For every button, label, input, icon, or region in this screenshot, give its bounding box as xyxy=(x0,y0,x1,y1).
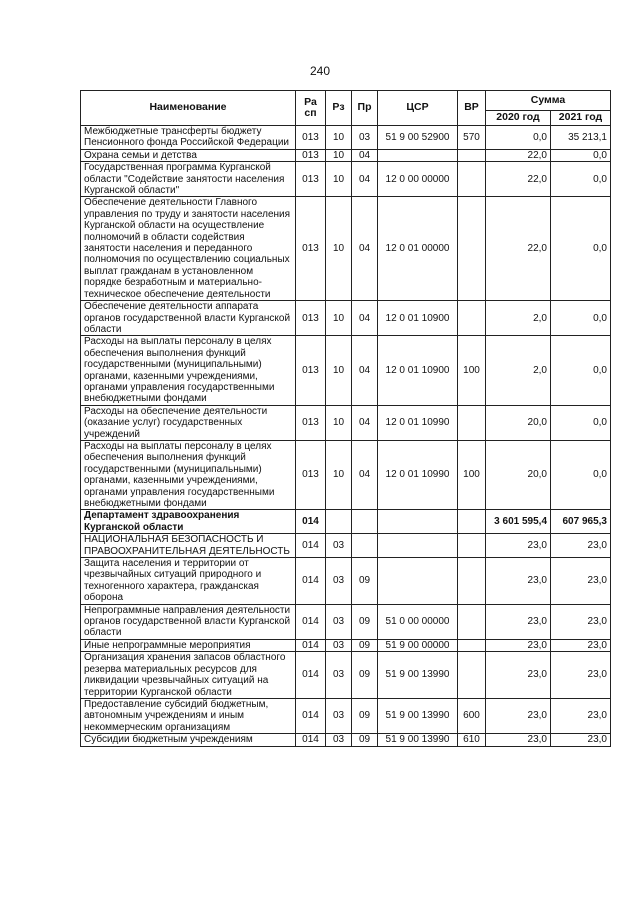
table-row xyxy=(81,734,611,746)
cell-vr: 100 xyxy=(458,440,486,509)
table-row xyxy=(81,336,611,405)
cell-rasp: 013 xyxy=(296,301,326,336)
cell-pr xyxy=(352,534,378,558)
cell-csr xyxy=(378,149,458,161)
cell-vr xyxy=(458,510,486,534)
cell-s2021: 0,0 xyxy=(551,162,611,197)
cell-name: Межбюджетные трансферты бюджету Пенсионного фонда Российской Федерации xyxy=(81,126,296,150)
cell-csr: 12 0 01 10900 xyxy=(378,301,458,336)
cell-pr: 09 xyxy=(352,558,378,605)
table-row xyxy=(81,405,611,440)
cell-vr xyxy=(458,604,486,639)
cell-vr xyxy=(458,405,486,440)
cell-s2021: 0,0 xyxy=(551,440,611,509)
cell-name: Расходы на обеспечение деятельности (оказание услуг) государственных учреждений xyxy=(81,405,296,440)
cell-name: Непрограммные направления деятельности органов государственной власти Курганской области xyxy=(81,604,296,639)
cell-rasp: 014 xyxy=(296,534,326,558)
cell-pr: 09 xyxy=(352,652,378,699)
cell-s2021: 23,0 xyxy=(551,698,611,733)
cell-vr: 100 xyxy=(458,336,486,405)
header-sum: Сумма xyxy=(486,91,611,111)
cell-rasp: 013 xyxy=(296,197,326,301)
cell-vr xyxy=(458,149,486,161)
cell-vr xyxy=(458,652,486,699)
cell-s2020: 22,0 xyxy=(486,149,551,161)
table-row xyxy=(81,126,611,150)
cell-rz: 10 xyxy=(326,440,352,509)
cell-rz xyxy=(326,510,352,534)
cell-s2020: 23,0 xyxy=(486,558,551,605)
cell-rz: 03 xyxy=(326,734,352,746)
cell-rasp: 013 xyxy=(296,405,326,440)
cell-s2021: 23,0 xyxy=(551,639,611,651)
cell-csr: 51 9 00 13990 xyxy=(378,698,458,733)
cell-s2021: 0,0 xyxy=(551,197,611,301)
cell-vr xyxy=(458,162,486,197)
cell-rz: 03 xyxy=(326,652,352,699)
table-row xyxy=(81,197,611,301)
cell-vr: 570 xyxy=(458,126,486,150)
cell-vr xyxy=(458,639,486,651)
cell-s2021: 23,0 xyxy=(551,652,611,699)
cell-rasp: 014 xyxy=(296,639,326,651)
table-row xyxy=(81,440,611,509)
cell-csr: 51 0 00 00000 xyxy=(378,604,458,639)
table-header xyxy=(81,91,611,126)
table-row xyxy=(81,639,611,651)
cell-rasp: 014 xyxy=(296,510,326,534)
cell-s2020: 2,0 xyxy=(486,301,551,336)
cell-s2021: 607 965,3 xyxy=(551,510,611,534)
cell-rasp: 013 xyxy=(296,162,326,197)
cell-s2020: 22,0 xyxy=(486,162,551,197)
cell-s2020: 23,0 xyxy=(486,534,551,558)
page-number: 240 xyxy=(309,64,331,78)
cell-s2020: 23,0 xyxy=(486,698,551,733)
cell-name: Расходы на выплаты персоналу в целях обеспечения выполнения функций государственными (муниципальными) органами, казенными учреждениями, органами управления государственными внебюджетными фондами xyxy=(81,336,296,405)
cell-s2021: 23,0 xyxy=(551,734,611,746)
cell-rz: 03 xyxy=(326,639,352,651)
cell-name: Предоставление субсидий бюджетным, автономным учреждениям и иным некоммерческим организациям xyxy=(81,698,296,733)
header-rasp: Ра сп xyxy=(296,91,326,126)
cell-rasp: 014 xyxy=(296,652,326,699)
cell-s2021: 23,0 xyxy=(551,534,611,558)
cell-rz: 10 xyxy=(326,336,352,405)
cell-rz: 03 xyxy=(326,558,352,605)
cell-csr: 12 0 01 10900 xyxy=(378,336,458,405)
table-row xyxy=(81,301,611,336)
cell-name: Охрана семьи и детства xyxy=(81,149,296,161)
cell-rasp: 014 xyxy=(296,698,326,733)
cell-csr xyxy=(378,510,458,534)
cell-s2021: 23,0 xyxy=(551,558,611,605)
table-row xyxy=(81,510,611,534)
header-year-2021: 2021 год xyxy=(551,111,611,126)
cell-rz: 10 xyxy=(326,162,352,197)
cell-rasp: 014 xyxy=(296,734,326,746)
cell-s2021: 0,0 xyxy=(551,336,611,405)
cell-vr: 610 xyxy=(458,734,486,746)
table-row xyxy=(81,558,611,605)
cell-s2020: 23,0 xyxy=(486,604,551,639)
cell-vr: 600 xyxy=(458,698,486,733)
cell-s2020: 23,0 xyxy=(486,639,551,651)
cell-s2020: 20,0 xyxy=(486,405,551,440)
header-csr: ЦСР xyxy=(378,91,458,126)
cell-rasp: 013 xyxy=(296,126,326,150)
table-row xyxy=(81,652,611,699)
cell-s2021: 0,0 xyxy=(551,149,611,161)
cell-pr xyxy=(352,510,378,534)
cell-name: Иные непрограммные мероприятия xyxy=(81,639,296,651)
cell-pr: 09 xyxy=(352,604,378,639)
cell-s2020: 0,0 xyxy=(486,126,551,150)
cell-name: Защита населения и территории от чрезвычайных ситуаций природного и техногенного характера, гражданская оборона xyxy=(81,558,296,605)
cell-s2020: 3 601 595,4 xyxy=(486,510,551,534)
cell-s2020: 23,0 xyxy=(486,734,551,746)
table-row xyxy=(81,604,611,639)
cell-name: Обеспечение деятельности аппарата органов государственной власти Курганской области xyxy=(81,301,296,336)
table-row xyxy=(81,162,611,197)
cell-vr xyxy=(458,534,486,558)
header-rz: Рз xyxy=(326,91,352,126)
cell-rz: 10 xyxy=(326,301,352,336)
cell-rz: 10 xyxy=(326,405,352,440)
table-row xyxy=(81,149,611,161)
cell-rasp: 013 xyxy=(296,149,326,161)
cell-pr: 04 xyxy=(352,162,378,197)
cell-pr: 04 xyxy=(352,336,378,405)
cell-pr: 09 xyxy=(352,734,378,746)
table-body xyxy=(81,126,611,747)
cell-rasp: 014 xyxy=(296,604,326,639)
cell-vr xyxy=(458,301,486,336)
cell-s2021: 23,0 xyxy=(551,604,611,639)
cell-csr: 12 0 01 10990 xyxy=(378,405,458,440)
cell-name: Государственная программа Курганской области "Содействие занятости населения Курганской области" xyxy=(81,162,296,197)
cell-rz: 10 xyxy=(326,197,352,301)
cell-csr: 51 9 00 00000 xyxy=(378,639,458,651)
cell-rz: 10 xyxy=(326,149,352,161)
cell-name: НАЦИОНАЛЬНАЯ БЕЗОПАСНОСТЬ И ПРАВООХРАНИТЕЛЬНАЯ ДЕЯТЕЛЬНОСТЬ xyxy=(81,534,296,558)
cell-rz: 03 xyxy=(326,534,352,558)
cell-rz: 03 xyxy=(326,698,352,733)
cell-s2021: 0,0 xyxy=(551,405,611,440)
cell-name: Субсидии бюджетным учреждениям xyxy=(81,734,296,746)
cell-pr: 04 xyxy=(352,301,378,336)
cell-rasp: 013 xyxy=(296,440,326,509)
header-pr: Пр xyxy=(352,91,378,126)
cell-name: Организация хранения запасов областного резерва материальных ресурсов для ликвидации чрезвычайных ситуаций на территории Курганской области xyxy=(81,652,296,699)
cell-name: Расходы на выплаты персоналу в целях обеспечения выполнения функций государственными (муниципальными) органами, казенными учреждениями, органами управления государственными внебюджетными фондами xyxy=(81,440,296,509)
cell-rz: 03 xyxy=(326,604,352,639)
header-name: Наименование xyxy=(81,91,296,126)
cell-s2020: 23,0 xyxy=(486,652,551,699)
cell-csr: 51 9 00 13990 xyxy=(378,734,458,746)
header-vr: ВР xyxy=(458,91,486,126)
cell-csr xyxy=(378,558,458,605)
cell-s2020: 2,0 xyxy=(486,336,551,405)
cell-rz: 10 xyxy=(326,126,352,150)
cell-rasp: 014 xyxy=(296,558,326,605)
cell-rasp: 013 xyxy=(296,336,326,405)
cell-csr: 51 9 00 52900 xyxy=(378,126,458,150)
cell-pr: 03 xyxy=(352,126,378,150)
cell-s2020: 20,0 xyxy=(486,440,551,509)
cell-csr xyxy=(378,534,458,558)
cell-csr: 12 0 01 00000 xyxy=(378,197,458,301)
cell-pr: 04 xyxy=(352,197,378,301)
cell-csr: 12 0 01 10990 xyxy=(378,440,458,509)
budget-table xyxy=(80,90,611,747)
cell-pr: 09 xyxy=(352,698,378,733)
cell-pr: 09 xyxy=(352,639,378,651)
cell-name: Обеспечение деятельности Главного управления по труду и занятости населения Курганской области на осуществление полномочий в области содействия занятости населения и переданного полномочия по осуществлению социальных выплат гражданам в установленном порядке безработным и материально-техническое обеспечение деятельности xyxy=(81,197,296,301)
cell-vr xyxy=(458,197,486,301)
cell-s2020: 22,0 xyxy=(486,197,551,301)
cell-name: Департамент здравоохранения Курганской области xyxy=(81,510,296,534)
cell-csr: 51 9 00 13990 xyxy=(378,652,458,699)
cell-pr: 04 xyxy=(352,405,378,440)
cell-vr xyxy=(458,558,486,605)
header-year-2020: 2020 год xyxy=(486,111,551,126)
table-row xyxy=(81,698,611,733)
cell-pr: 04 xyxy=(352,440,378,509)
cell-s2021: 35 213,1 xyxy=(551,126,611,150)
cell-pr: 04 xyxy=(352,149,378,161)
cell-s2021: 0,0 xyxy=(551,301,611,336)
table-row xyxy=(81,534,611,558)
cell-csr: 12 0 00 00000 xyxy=(378,162,458,197)
